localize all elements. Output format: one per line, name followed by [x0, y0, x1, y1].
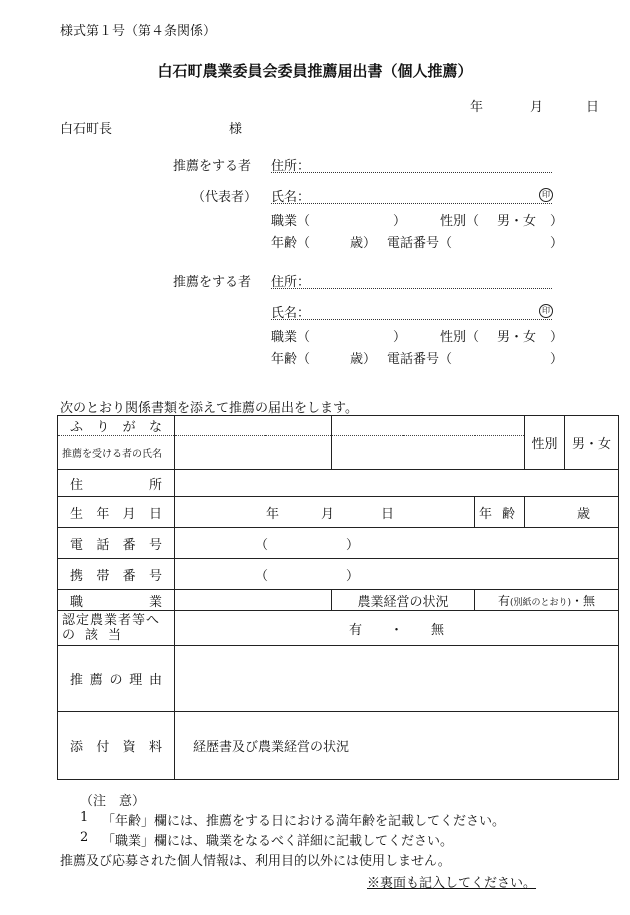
note-1-number: 1	[80, 810, 89, 825]
age-field[interactable]	[525, 497, 619, 528]
privacy-note: 推薦及び応募された個人情報は、利用目的以外には使用しません。	[60, 854, 451, 869]
gender-options[interactable]: 男・女	[565, 416, 619, 470]
table-row	[58, 416, 619, 436]
occupation-label: 職業（	[271, 214, 311, 229]
gender-close: ）	[550, 214, 564, 229]
farm-status-label: 農業経営の状況	[332, 590, 475, 611]
phone-close: ）	[550, 236, 564, 251]
address-field[interactable]	[271, 288, 552, 289]
recommender-label: 推薦をする者	[173, 159, 252, 174]
farm-status-options[interactable]	[475, 590, 619, 611]
honorific: 様	[229, 122, 243, 137]
occupation-field[interactable]	[175, 590, 332, 611]
gender-label: 性別（	[440, 214, 480, 229]
certified-no: 無	[431, 622, 445, 638]
address-label: 住所：	[271, 159, 311, 174]
table-row	[58, 712, 619, 780]
gender-options[interactable]: 男・女	[497, 330, 537, 345]
table-row	[58, 528, 619, 559]
note-1: 「年齢」欄には、推薦をする日における満年齢を記載してください。	[102, 814, 506, 829]
farm-status-no: ・無	[571, 593, 596, 608]
birth-month-label: 月	[320, 506, 334, 522]
table-row	[58, 646, 619, 712]
table-row	[58, 470, 619, 497]
occupation-label: 職業	[58, 590, 175, 611]
phone-label: 電話番号（	[387, 352, 453, 367]
birth-year-label: 年	[265, 506, 279, 522]
note-2-number: 2	[80, 830, 89, 845]
gender-options[interactable]: 男・女	[497, 214, 537, 229]
furigana-label: ふりがな	[58, 416, 175, 436]
seal-mark: 印	[539, 304, 553, 318]
age-unit: 歳	[576, 506, 590, 522]
nominee-table	[57, 415, 619, 780]
date-year-label: 年	[470, 100, 484, 115]
address-label: 住所：	[271, 275, 311, 290]
gender-label: 性別（	[440, 330, 480, 345]
age-label: 年齢	[475, 497, 525, 528]
mobile-field[interactable]	[175, 559, 619, 590]
farm-status-note: (別紙のとおり)	[509, 597, 572, 608]
date-day-label: 日	[586, 100, 600, 115]
attachments-field	[175, 712, 619, 780]
phone-value: （ ）	[255, 537, 360, 553]
nominee-name-label: 推薦を受ける者の氏名	[58, 436, 175, 470]
furigana-field-right[interactable]	[332, 416, 525, 436]
note-2: 「職業」欄には、職業をなるべく詳細に記載してください。	[102, 834, 454, 849]
age-label: 年齢（	[271, 236, 311, 251]
address-field[interactable]	[175, 470, 619, 497]
attachments-value: 経歴書及び農業経営の状況	[193, 740, 350, 755]
intro-text: 次のとおり関係書類を添えて推薦の届出をします。	[60, 401, 358, 416]
gender-close: ）	[550, 330, 564, 345]
age-unit: 歳）	[350, 352, 377, 367]
certified-sep: ・	[389, 622, 403, 638]
name-field[interactable]	[271, 319, 552, 320]
occupation-close: ）	[393, 330, 407, 345]
gender-label: 性別	[525, 416, 565, 470]
phone-close: ）	[550, 352, 564, 367]
table-row	[58, 590, 619, 611]
occupation-close: ）	[393, 214, 407, 229]
name-field[interactable]	[271, 203, 552, 204]
reason-label: 推薦の理由	[58, 646, 175, 712]
name-label: 氏名：	[271, 306, 311, 321]
birthdate-label: 生年月日	[58, 497, 175, 528]
certified-options[interactable]	[175, 611, 619, 646]
furigana-field-left[interactable]	[175, 416, 332, 436]
age-unit: 歳）	[350, 236, 377, 251]
attachments-label: 添付資料	[58, 712, 175, 780]
certified-yes: 有	[348, 622, 362, 638]
table-row	[58, 559, 619, 590]
occupation-label: 職業（	[271, 330, 311, 345]
nominee-name-field-right[interactable]	[332, 436, 525, 470]
reason-field[interactable]	[175, 646, 619, 712]
phone-field[interactable]	[175, 528, 619, 559]
certified-label-line2: の該当	[62, 628, 132, 643]
mobile-value: （ ）	[255, 568, 360, 584]
representative-label: （代表者）	[192, 190, 258, 205]
reverse-side-note: ※裏面も記入してください。	[367, 876, 537, 891]
birth-day-label: 日	[380, 506, 394, 522]
table-row	[58, 611, 619, 646]
address-label: 住所	[58, 470, 175, 497]
addressee: 白石町長	[60, 122, 113, 137]
mobile-label: 携帯番号	[58, 559, 175, 590]
certified-label	[58, 611, 175, 646]
recommender-label: 推薦をする者	[173, 275, 252, 290]
date-month-label: 月	[530, 100, 544, 115]
phone-label: 電話番号	[58, 528, 175, 559]
table-row	[58, 497, 619, 528]
birthdate-field[interactable]	[175, 497, 475, 528]
notes-heading: （注 意）	[80, 794, 146, 809]
farm-status-yes: 有	[497, 593, 510, 608]
nominee-name-field-left[interactable]	[175, 436, 332, 470]
certified-label-line1: 認定農業者等へ	[62, 613, 161, 628]
seal-mark: 印	[539, 188, 553, 202]
name-label: 氏名：	[271, 190, 311, 205]
page-title: 白石町農業委員会委員推薦届出書（個人推薦）	[157, 62, 473, 80]
address-field[interactable]	[271, 172, 552, 173]
age-label: 年齢（	[271, 352, 311, 367]
phone-label: 電話番号（	[387, 236, 453, 251]
form-number: 様式第１号（第４条関係）	[60, 24, 217, 39]
